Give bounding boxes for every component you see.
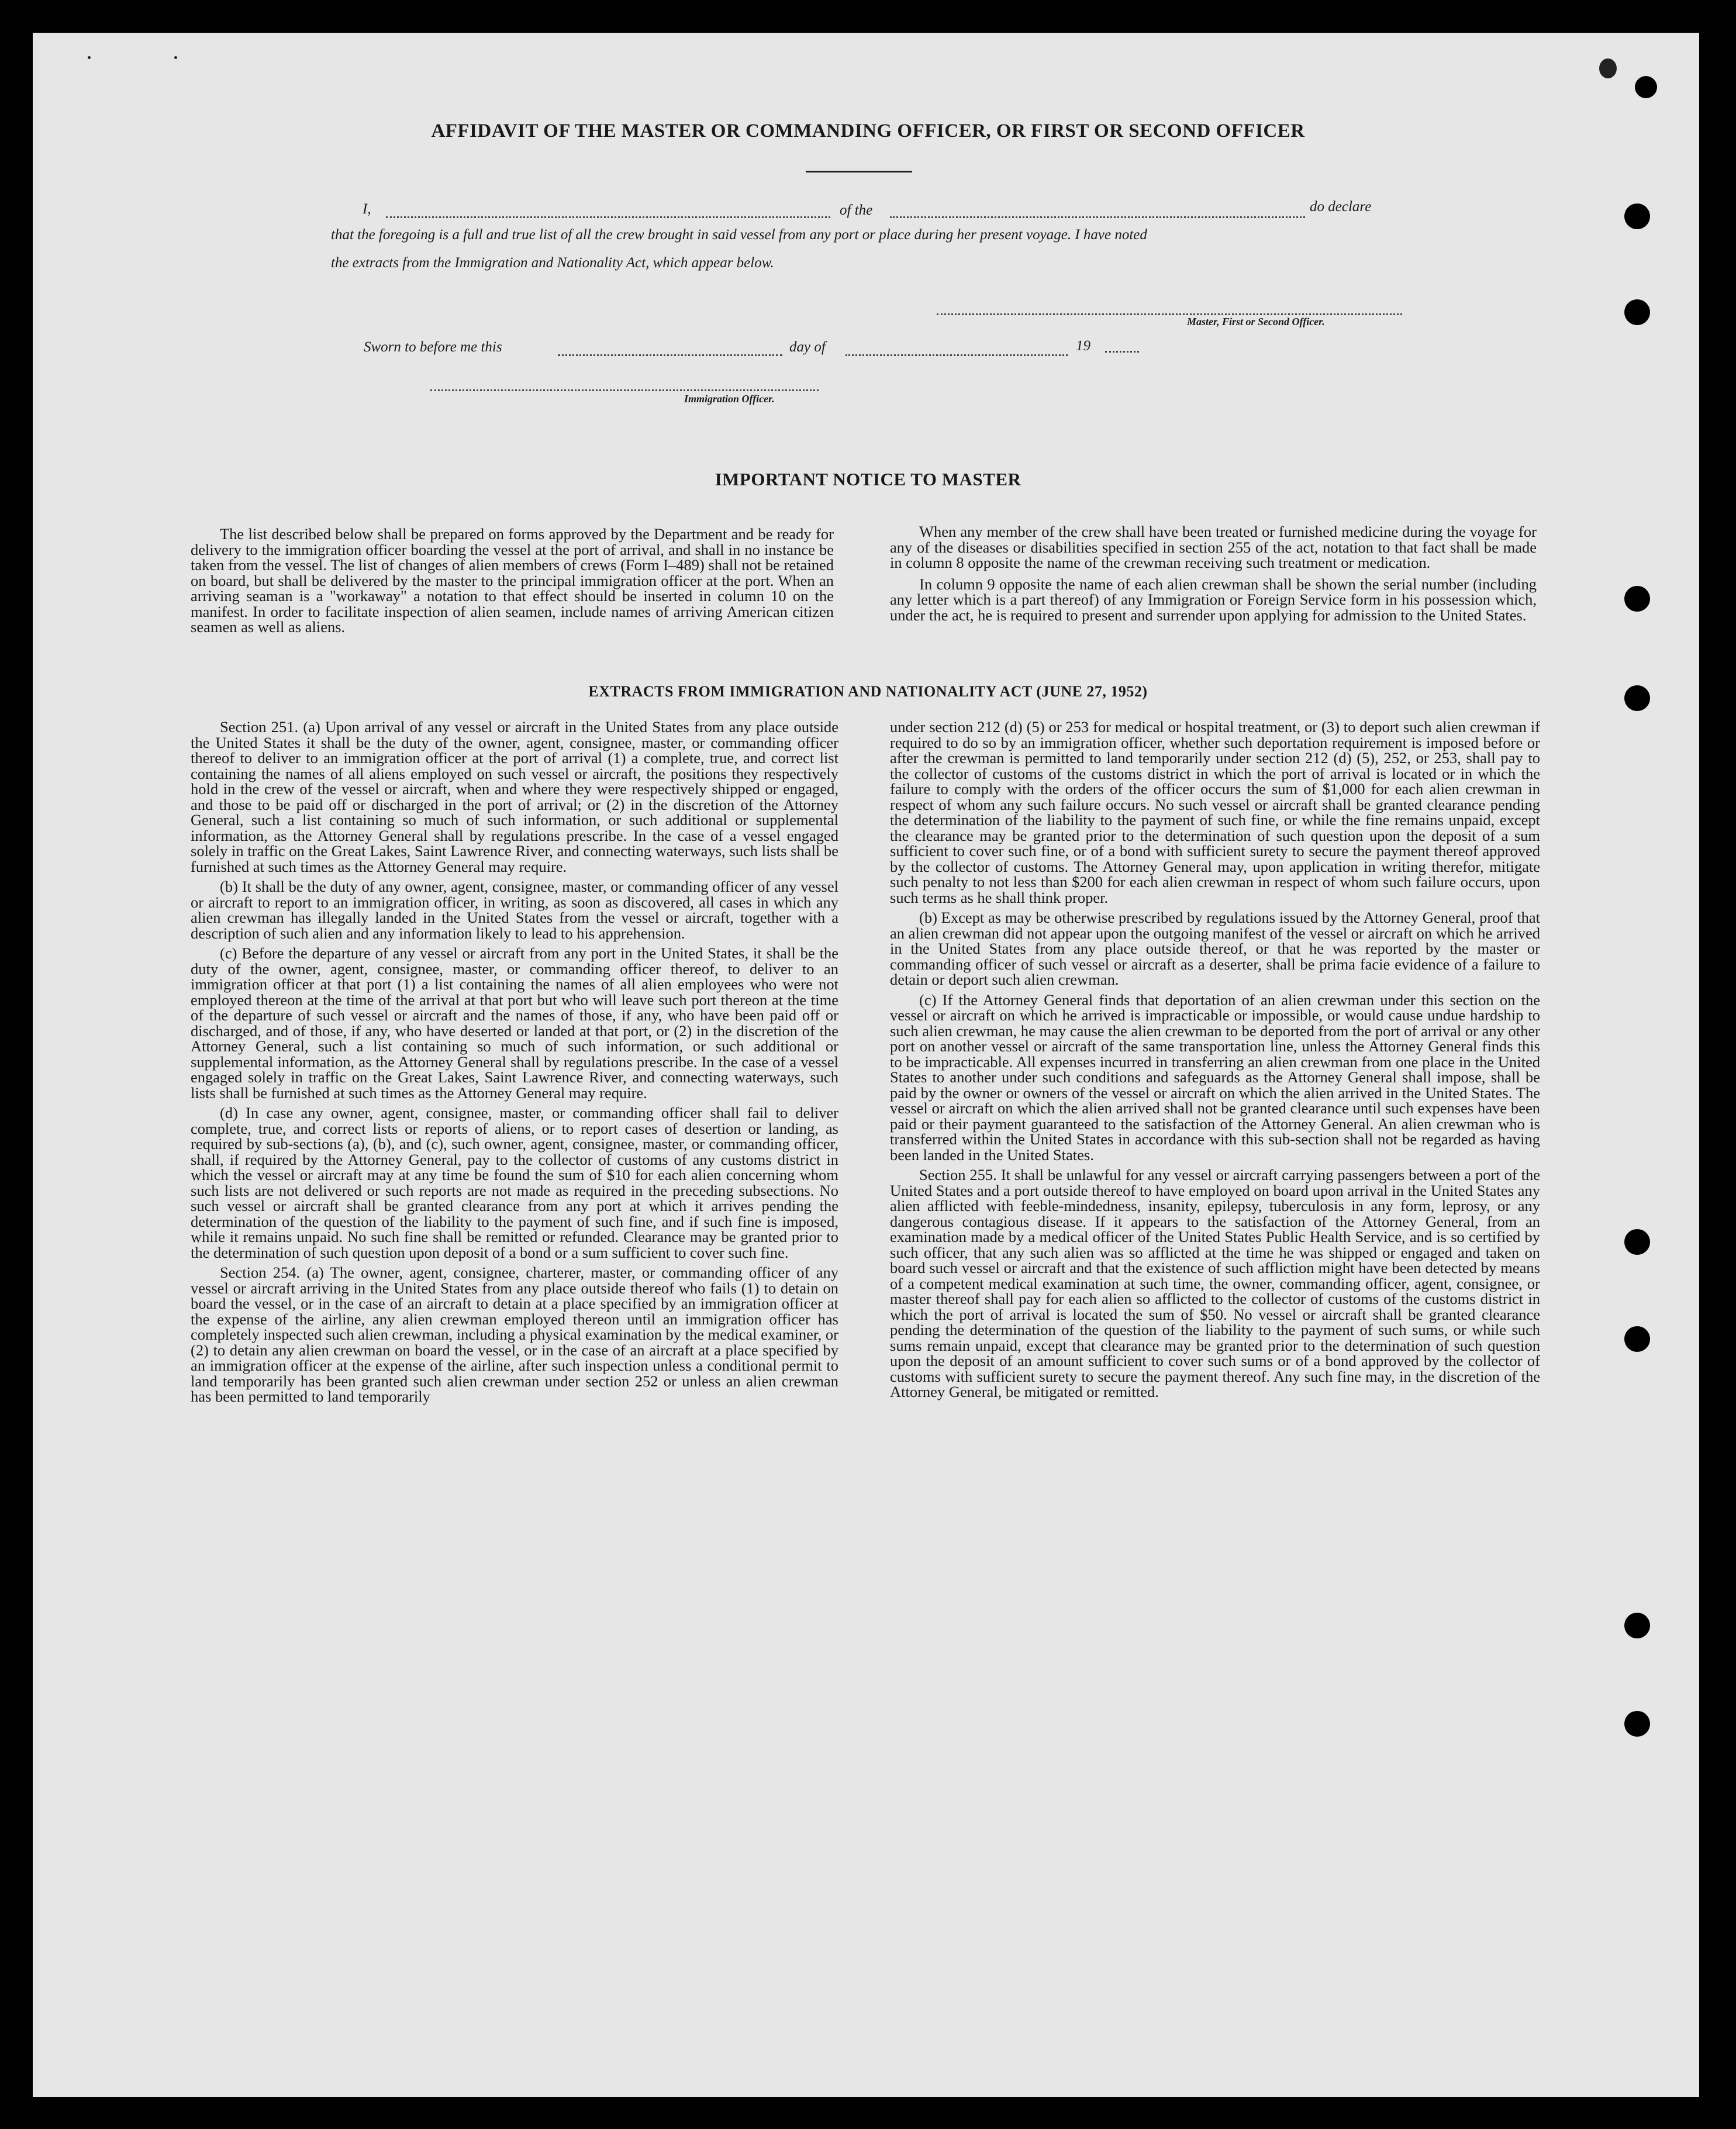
officer-signature-field[interactable] (430, 389, 819, 391)
extracts-left-column (191, 719, 838, 1408)
punch-hole (1624, 1229, 1650, 1255)
sworn-month-field[interactable] (845, 354, 1068, 356)
vessel-label: of the (840, 202, 873, 218)
day-of-label: day of (789, 339, 826, 355)
notice-right-paragraph-2: In column 9 opposite the name of each alien crewman shall be shown the serial number (including any letter which is a part thereof) of any Immigration or Foreign Service form in his possession which, under the act, he is required to present and surrender upon applying for admission to the United States. (890, 575, 1537, 624)
section-251-c: (c) Before the departure of any vessel or aircraft from any port in the United States, it shall be the duty of the owner, agent, consignee, master, or commanding officer thereof, to deliver to an immigration officer at that port (1) a list containing the names of all alien employees who were not employed thereon at the time of the arrival at that port but who will leave such port thereon at the time of the departure of such vessel or aircraft and the names of those, if any, who have been paid off or discharged, and of those, if any, who have deserted or landed at that port, or (2) in the discretion of the Attorney General, such a list containing so much of such information, or such additional or supplemental information, as the Attorney General shall by regulations prescribe. In the case of a vessel engaged solely in traffic on the Great Lakes, Saint Lawrence River, and connecting waterways, such lists shall be furnished at such times as the Attorney General may require. (191, 944, 838, 1102)
section-254-a: Section 254. (a) The owner, agent, consignee, charterer, master, or commanding officer of any vessel or aircraft arriving in the United States from any place outside thereof who fails (1) to detain on board the vessel, or in the case of an aircraft to detain at a place specified by an immigration officer at the expense of the airline, any alien crewman employed thereon until an immigration officer has completely inspected such alien crewman, including a physical examination by the medical examiner, or (2) to detain any alien crewman on board the vessel, or in the case of an aircraft at a place specified by an immigration officer at the expense of the airline, after such inspection unless a conditional permit to land temporarily has been granted such alien crewman under section 252 or unless an alien crewman has been permitted to land temporarily (191, 1264, 838, 1405)
title-rule (806, 171, 912, 172)
declarant-name-field[interactable] (386, 216, 830, 218)
ink-speck (174, 56, 177, 59)
notice-left-paragraph: The list described below shall be prepared on forms approved by the Department and be ready for delivery to the immigration officer boarding the vessel at the port of arrival, and shall in no instance be taken from the vessel. The list of changes of alien members of crews (Form I–489) shall not be retained on board, but shall be delivered by the master to the principal immigration officer at the port. When an arriving seaman is a "workaway" a notation to that effect should be inserted in column 10 on the manifest. In order to facilitate inspection of alien seamen, include names of arriving American citizen seamen as well as aliens. (191, 525, 834, 636)
section-254-c: (c) If the Attorney General finds that deportation of an alien crewman under this section on the vessel or aircraft on which he arrived is impracticable or impossible, or would cause undue hardship to such alien crewman, he may cause the alien crewman to be deported from the port of arrival or any other port on another vessel or aircraft of the same transportation line, unless the Attorney General finds this to be impracticable. All expenses incurred in transferring an alien crewman from one place in the United States to another under such conditions and safeguards as the Attorney General shall impose, shall be paid by the owner or owners of the vessel or aircraft on which the alien arrived in the United States. The vessel or aircraft on which the alien arrived shall not be granted clearance until such expenses have been paid or their payment guaranteed to the satisfaction of the Attorney General. An alien crewman who is transferred within the United States in accordance with this sub-section shall not be regarded as having been landed in the United States. (890, 991, 1540, 1164)
master-signature-field[interactable] (937, 313, 1402, 315)
officer-signature-caption: Immigration Officer. (684, 393, 775, 405)
declaration-text-line2: that the foregoing is a full and true list of all the crew brought in said vessel from any port or place during her present voyage. I have noted (331, 227, 1147, 243)
section-254-a-continued: under section 212 (d) (5) or 253 for medical or hospital treatment, or (3) to deport such alien crewman if required to do so by an immigration officer, whether such deportation requirement is imposed before or after the crewman is permitted to land temporarily under section 212 (d) (5), 252, or 253, shall pay to the collector of customs of the customs district in which the port of arrival is located or in which the failure to comply with the orders of the officer occurs the sum of $1,000 for each alien crewman in respect of whom any such failure occurs. No such vessel or aircraft shall be granted clearance pending the determination of the liability to the payment of such fine, or while the fine remains unpaid, except the clearance may be granted prior to the determination of such question upon the deposit of a sum sufficient to cover such fine, or of a bond with sufficient surety to secure the payment thereof approved by the collector of customs. The Attorney General may, upon application in writing therefor, mitigate such penalty to not less than $200 for each alien crewman in respect of whom such failure occurs, upon such terms as he shall think proper. (890, 718, 1540, 906)
declare-label: do declare (1310, 199, 1372, 215)
notice-title: IMPORTANT NOTICE TO MASTER (715, 469, 1021, 489)
punch-hole (1624, 203, 1650, 229)
sworn-day-field[interactable] (558, 354, 782, 356)
extracts-title: EXTRACTS FROM IMMIGRATION AND NATIONALITY ACT (JUNE 27, 1952) (588, 683, 1148, 700)
punch-hole (1624, 1711, 1650, 1737)
sworn-label: Sworn to before me this (364, 339, 502, 355)
notice-right-paragraph-1: When any member of the crew shall have been treated or furnished medicine during the voyage for any of the diseases or disabilities specified in section 255 of the act, notation to that fact shall be made in column 8 opposite the name of the crewman receiving such treatment or medication. (890, 523, 1537, 571)
notice-left-column (191, 526, 834, 639)
ink-blot (1599, 58, 1617, 78)
section-251-d: (d) In case any owner, agent, consignee, master, or commanding officer shall fail to deliver complete, true, and correct lists or reports of aliens, or to report cases of desertion or landing, as required by sub-sections (a), (b), and (c), such owner, agent, consignee, master, or commanding officer, shall, if required by the Attorney General, pay to the collector of customs of any customs district in which the vessel or aircraft may at any time be found the sum of $10 for each alien concerning whom such lists are not delivered or such reports are not made as required in the preceding subsections. No such vessel or aircraft shall be granted clearance from any port at which it arrives pending the determination of the question of the liability to the payment of such fine, and if such fine is imposed, while it remains unpaid. No such fine shall be remitted or refunded. Clearance may be granted prior to the determination of such question upon deposit of a bond or a sum sufficient to cover such fine. (191, 1104, 838, 1261)
sworn-year-field[interactable] (1105, 351, 1139, 353)
punch-hole (1635, 76, 1657, 98)
punch-hole (1624, 586, 1650, 612)
punch-hole (1624, 1613, 1650, 1638)
punch-hole (1624, 1326, 1650, 1352)
ink-speck (88, 56, 91, 59)
affidavit-title: AFFIDAVIT OF THE MASTER OR COMMANDING OFFICER, OR FIRST OR SECOND OFFICER (431, 120, 1305, 142)
extracts-right-column (890, 719, 1540, 1403)
section-254-b: (b) Except as may be otherwise prescribed by regulations issued by the Attorney General, proof that an alien crewman did not appear upon the outgoing manifest of the vessel or aircraft on which he arrived in the United States from any place outside thereof, or that he was reported by the master or commanding officer of such vessel or aircraft as a deserter, shall be prima facie evidence of a failure to detain or deport such alien crewman. (890, 909, 1540, 988)
vessel-name-field[interactable] (890, 216, 1305, 218)
section-251-a: Section 251. (a) Upon arrival of any vessel or aircraft in the United States from any place outside the United States it shall be the duty of the owner, agent, consignee, master, or commanding officer thereof to deliver to an immigration officer at the port of arrival (1) a complete, true, and correct list containing the names of all aliens employed on such vessel or aircraft, the positions they respectively hold in the crew of the vessel or aircraft, when and where they were respectively shipped or engaged, and those to be paid off or discharged in the port of arrival; or (2) in the discretion of the Attorney General, such a list containing so much of such information, or such additional or supplemental information, as the Attorney General shall by regulations prescribe. In the case of a vessel engaged solely in traffic on the Great Lakes, Saint Lawrence River, and connecting waterways, such lists shall be furnished at such times as the Attorney General may require. (191, 718, 838, 875)
declarant-label: I, (363, 201, 371, 217)
year-label: 19 (1076, 338, 1090, 354)
declaration-text-line3: the extracts from the Immigration and Nationality Act, which appear below. (331, 255, 774, 271)
notice-right-column (890, 524, 1537, 626)
master-signature-caption: Master, First or Second Officer. (1187, 316, 1325, 327)
punch-hole (1624, 299, 1650, 325)
section-255: Section 255. It shall be unlawful for any vessel or aircraft carrying passengers between a port of the United States and a port outside thereof to have employed on board upon arrival in the United States any alien afflicted with feeble-mindedness, insanity, epilepsy, tuberculosis in any form, leprosy, or any dangerous contagious disease. If it appears to the satisfaction of the Attorney General, from an examination made by a medical officer of the United States Public Health Service, and is so certified by such officer, that any such alien was so afflicted at the time he was shipped or engaged and taken on board such vessel or aircraft and that the existence of such affliction might have been detected by means of a competent medical examination at such time, the owner, commanding officer, agent, consignee, or master thereof shall pay for each alien so afflicted to the collector of customs of the customs district in which the port of arrival is located the sum of $50. No vessel or aircraft shall be granted clearance pending the determination of the question of the liability to the payment of such sums, or while such sums remain unpaid, except that clearance may be granted prior to the determination of such question upon the deposit of an amount sufficient to cover such sums or of a bond approved by the collector of customs with sufficient surety to secure the payment thereof. Any such fine may, in the discretion of the Attorney General, be mitigated or remitted. (890, 1166, 1540, 1400)
section-251-b: (b) It shall be the duty of any owner, agent, consignee, master, or commanding officer of any vessel or aircraft to report to an immigration officer, in writing, as soon as discovered, all cases in which any alien crewman has illegally landed in the United States from the vessel or aircraft, together with a description of such alien and any information likely to lead to his apprehension. (191, 878, 838, 942)
